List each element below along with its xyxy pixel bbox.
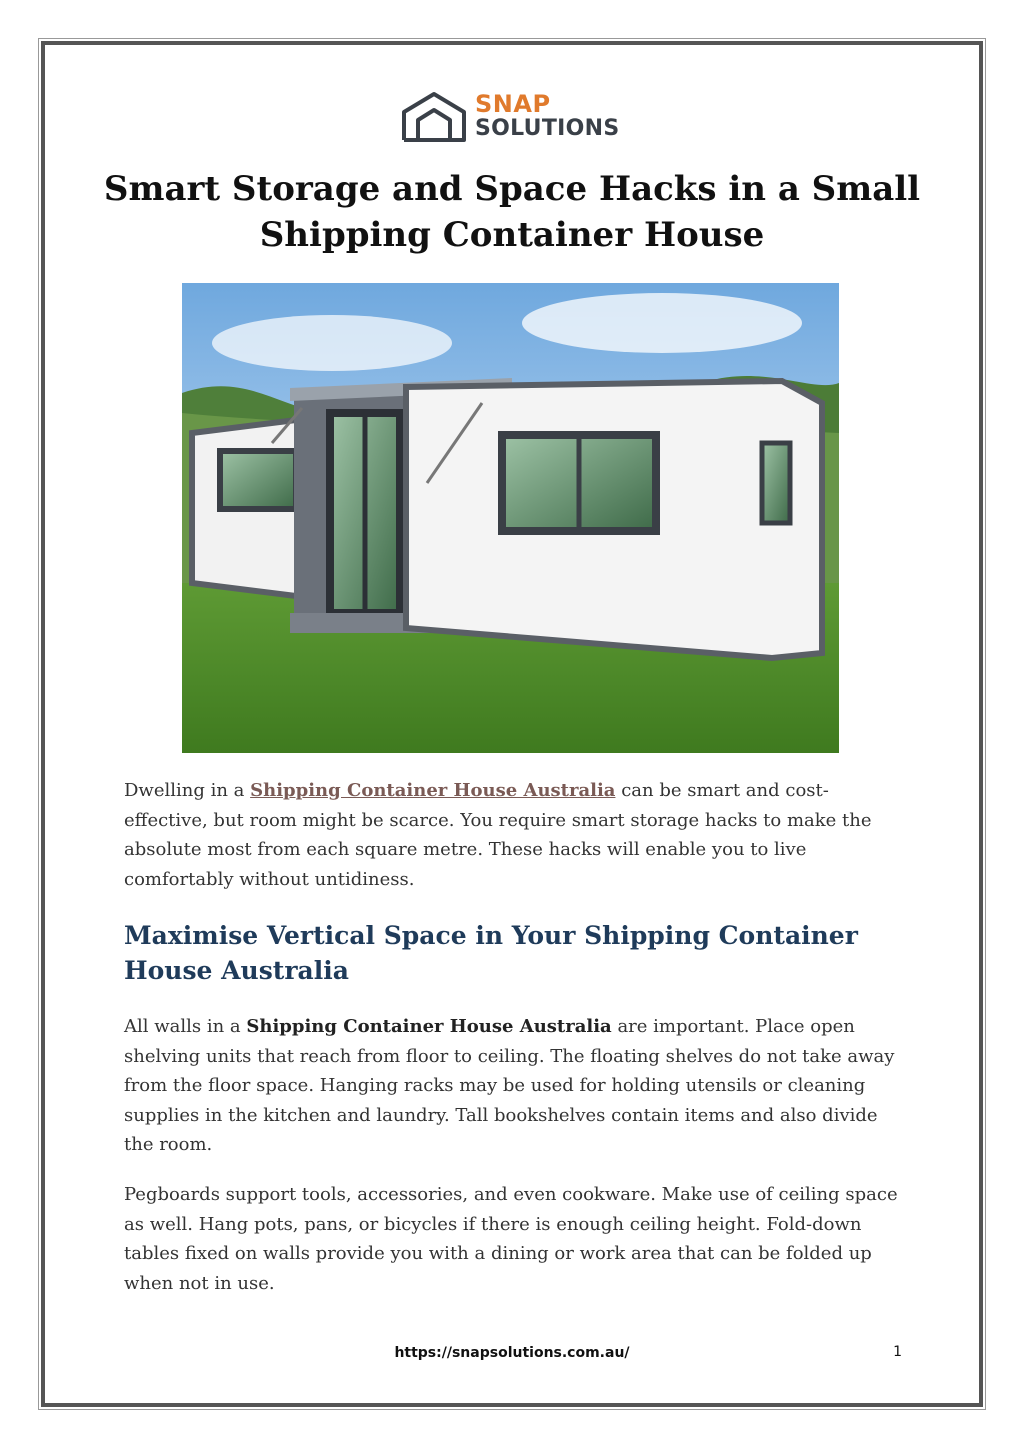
brand-name-line1: SNAP (475, 90, 551, 118)
page-number: 1 (893, 1344, 902, 1360)
walls-text-after: are important. Place open shelving units that reach from floor to ceiling. The floating shelves do not take away from the floor space. Hanging racks may be used for holding utensils or cleaning supplies in the kitchen and laundry. Tall bookshelves contain items and also divide the room. (124, 1016, 895, 1155)
brand-logo (400, 90, 630, 146)
walls-paragraph (124, 1012, 900, 1160)
intro-text-after: can be smart and cost-effective, but room might be scarce. You require smart storage hacks to make the absolute most from each square metre. These hacks will enable you to live comfortably without untidiness. (124, 780, 872, 890)
brand-name-line2: SOLUTIONS (475, 116, 620, 141)
intro-text-before: Dwelling in a (124, 780, 251, 801)
walls-bold-term: Shipping Container House Australia (246, 1016, 612, 1037)
pegboards-paragraph: Pegboards support tools, accessories, and even cookware. Make use of ceiling space as well. Hang pots, pans, or bicycles if there is enough ceiling height. Fold-down tables fixed on walls provide you with a dining or work area that can be folded up when not in use. (124, 1184, 898, 1294)
intro-paragraph (124, 776, 900, 894)
shipping-container-house-link[interactable]: Shipping Container House Australia (250, 780, 616, 801)
walls-text-before: All walls in a (124, 1016, 247, 1037)
house-logo-icon (400, 90, 470, 146)
footer-url: https://snapsolutions.com.au/ (394, 1345, 630, 1361)
hero-image (182, 283, 839, 753)
container-house-illustration (182, 283, 839, 753)
section-heading: Maximise Vertical Space in Your Shipping Container House Australia (124, 921, 858, 985)
document-title: Smart Storage and Space Hacks in a Small Shipping Container House (103, 169, 921, 255)
